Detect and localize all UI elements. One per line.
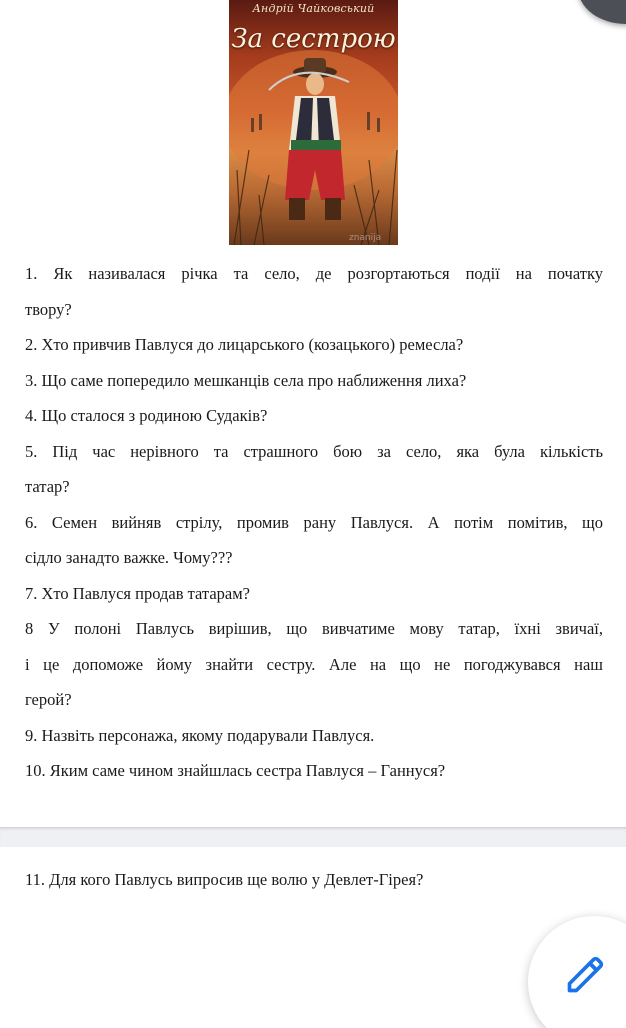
question-1 [25,256,603,327]
question-2 [25,327,603,363]
edit-button[interactable] [528,916,626,1028]
question-line: 10. Яким саме чином знайшлась сестра Павлуся – Ганнуся? [25,761,446,780]
question-line: 9. Назвіть персонажа, якому подарували Павлуся. [25,725,375,745]
question-11: 11. Для кого Павлусь випросив ще волю у Девлет-Гірея? [25,870,424,889]
question-line: 8 У полоні Павлусь вирішив, що вивчатиме мову татар, їхні звичаї, [25,619,603,638]
question-line: сідло занадто важке. Чому??? [25,548,233,567]
overlay-circle-button[interactable] [578,0,626,24]
question-3 [25,363,603,399]
question-4 [25,398,603,434]
cover-author: Андрій Чайковський [252,2,375,15]
question-line: 6. Семен вийняв стрілу, промив рану Павлуся. А потім помітив, що [25,512,603,532]
question-line: татар? [25,477,70,496]
question-line: 4. Що сталося з родиною Судаків? [25,406,268,425]
pencil-icon [564,952,608,996]
question-line: твору? [25,299,72,319]
book-cover-image [229,0,398,245]
question-5 [25,434,603,505]
question-9 [25,718,603,754]
cover-title: За сестрою [231,24,396,54]
svg-text:znanija: znanija [349,233,382,243]
question-8 [25,611,603,718]
question-line: 3. Що саме попередило мешканців села про наближення лиха? [25,370,467,390]
question-10 [25,753,603,789]
question-6 [25,505,603,576]
question-line: 2. Хто привчив Павлуся до лицарського (козацького) ремесла? [25,335,464,354]
question-line: 1. Як називалася річка та село, де розгортаються події на початку [25,264,603,283]
section-divider [0,827,626,847]
question-line: і це допоможе йому знайти сестру. Але на що не погоджувався наш [25,654,603,674]
question-line: 5. Під час нерівного та страшного бою за село, яка була кількість [25,441,603,461]
question-line: 7. Хто Павлуся продав татарам? [25,583,250,603]
question-7 [25,576,603,612]
question-line: герой? [25,690,72,709]
questions-list [25,256,603,789]
